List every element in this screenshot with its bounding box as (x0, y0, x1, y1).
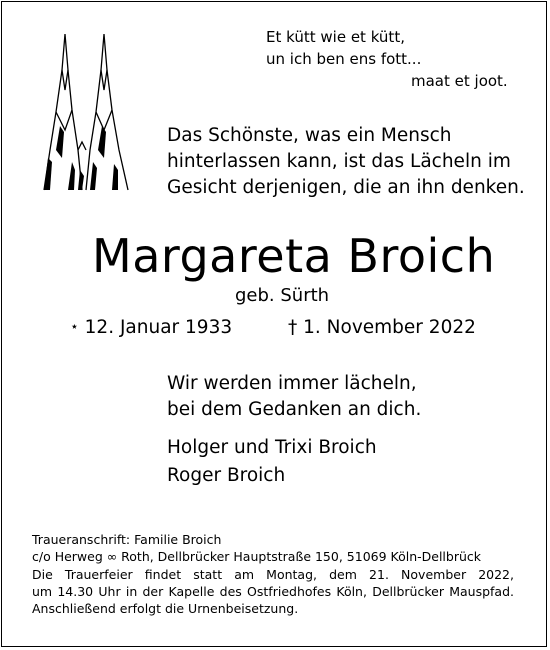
cologne-cathedral-icon (42, 30, 134, 192)
motto-line-3: maat et joot. (411, 72, 508, 90)
death-date-group (288, 317, 476, 338)
birth-date-group (70, 317, 232, 338)
ceremony-line-1: Die Trauerfeier findet statt am Montag, dem 21. November 2022, (32, 567, 514, 582)
closing-line-1: Wir werden immer lächeln, (167, 373, 417, 394)
death-date: 1. November 2022 (303, 317, 476, 338)
birth-star-icon: ⋆ (70, 319, 79, 335)
mourner-1: Holger und Trixi Broich (167, 437, 377, 458)
address-label: Traueranschrift: Familie Broich (32, 532, 222, 547)
motto-line-2: un ich ben ens fott... (266, 50, 422, 68)
address-line: c/o Herweg ∞ Roth, Dellbrücker Hauptstraße 150, 51069 Köln-Dellbrück (32, 549, 482, 564)
quote-line-1: Das Schönste, was ein Mensch (167, 125, 452, 146)
closing-line-2: bei dem Gedanken an dich. (167, 399, 422, 420)
motto-line-1: Et kütt wie et kütt, (266, 28, 405, 46)
obituary-card (1, 1, 547, 647)
mourner-2: Roger Broich (167, 465, 286, 486)
quote-line-3: Gesicht derjenigen, die an ihn denken. (167, 177, 525, 198)
deceased-name: Margareta Broich (92, 229, 496, 283)
ceremony-line-2: um 14.30 Uhr in der Kapelle des Ostfriedhofes Köln, Dellbrücker Mauspfad. (32, 584, 514, 599)
quote-line-2: hinterlassen kann, ist das Lächeln im (167, 151, 511, 172)
ceremony-line-3: Anschließend erfolgt die Urnenbeisetzung. (32, 601, 299, 616)
death-cross-icon: † (288, 317, 298, 338)
birth-date: 12. Januar 1933 (84, 317, 233, 338)
birth-name: geb. Sürth (235, 285, 330, 306)
